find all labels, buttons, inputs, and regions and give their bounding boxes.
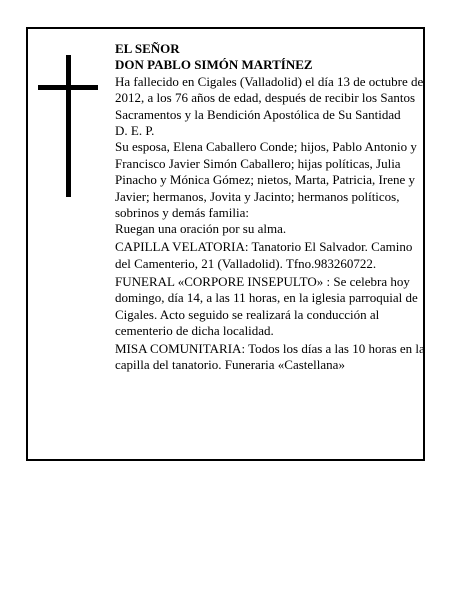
chapel-info: CAPILLA VELATORIA: Tanatorio El Salvador. Camino del Camenterio, 21 (Valladolid). Tfno.983260722. [115,239,413,271]
deceased-name: DON PABLO SIMÓN MARTÍNEZ [115,57,313,73]
prayer-request: Ruegan una oración por su alma. [115,221,287,237]
family-list: Su esposa, Elena Caballero Conde; hijos, Pablo Antonio y Francisco Javier Simón Caballero; hijas políticas, Julia Pinacho y Mónica Gómez; nietos, Marta, Patricia, Irene y Javier; hermanos, Jovita y Jacinto; hermanos políticos, sobrinos y demás familia: [115,139,417,221]
obituary-notice [26,27,425,461]
mass-info: MISA COMUNITARIA: Todos los días a las 10 horas en la capilla del tanatorio. Funeraria «Castellana» [115,340,425,373]
cross-icon [38,55,98,197]
title-line-1: EL SEÑOR [115,41,180,56]
rip-line: D. E. P. [115,123,155,139]
obituary-text [115,41,425,374]
cross-vertical-bar [66,55,71,197]
death-announcement: Ha fallecido en Cigales (Valladolid) el día 13 de octubre de 2012, a los 76 años de edad, después de recibir los Santos Sacramentos y la Bendición Apostólica de Su Santidad [115,73,424,122]
cross-horizontal-bar [38,85,98,90]
funeral-info: FUNERAL «CORPORE INSEPULTO» : Se celebra hoy domingo, día 14, a las 11 horas, en la iglesia parroquial de Cigales. Acto seguido se realizará la conducción al cementerio de dicha localidad. [115,273,418,338]
